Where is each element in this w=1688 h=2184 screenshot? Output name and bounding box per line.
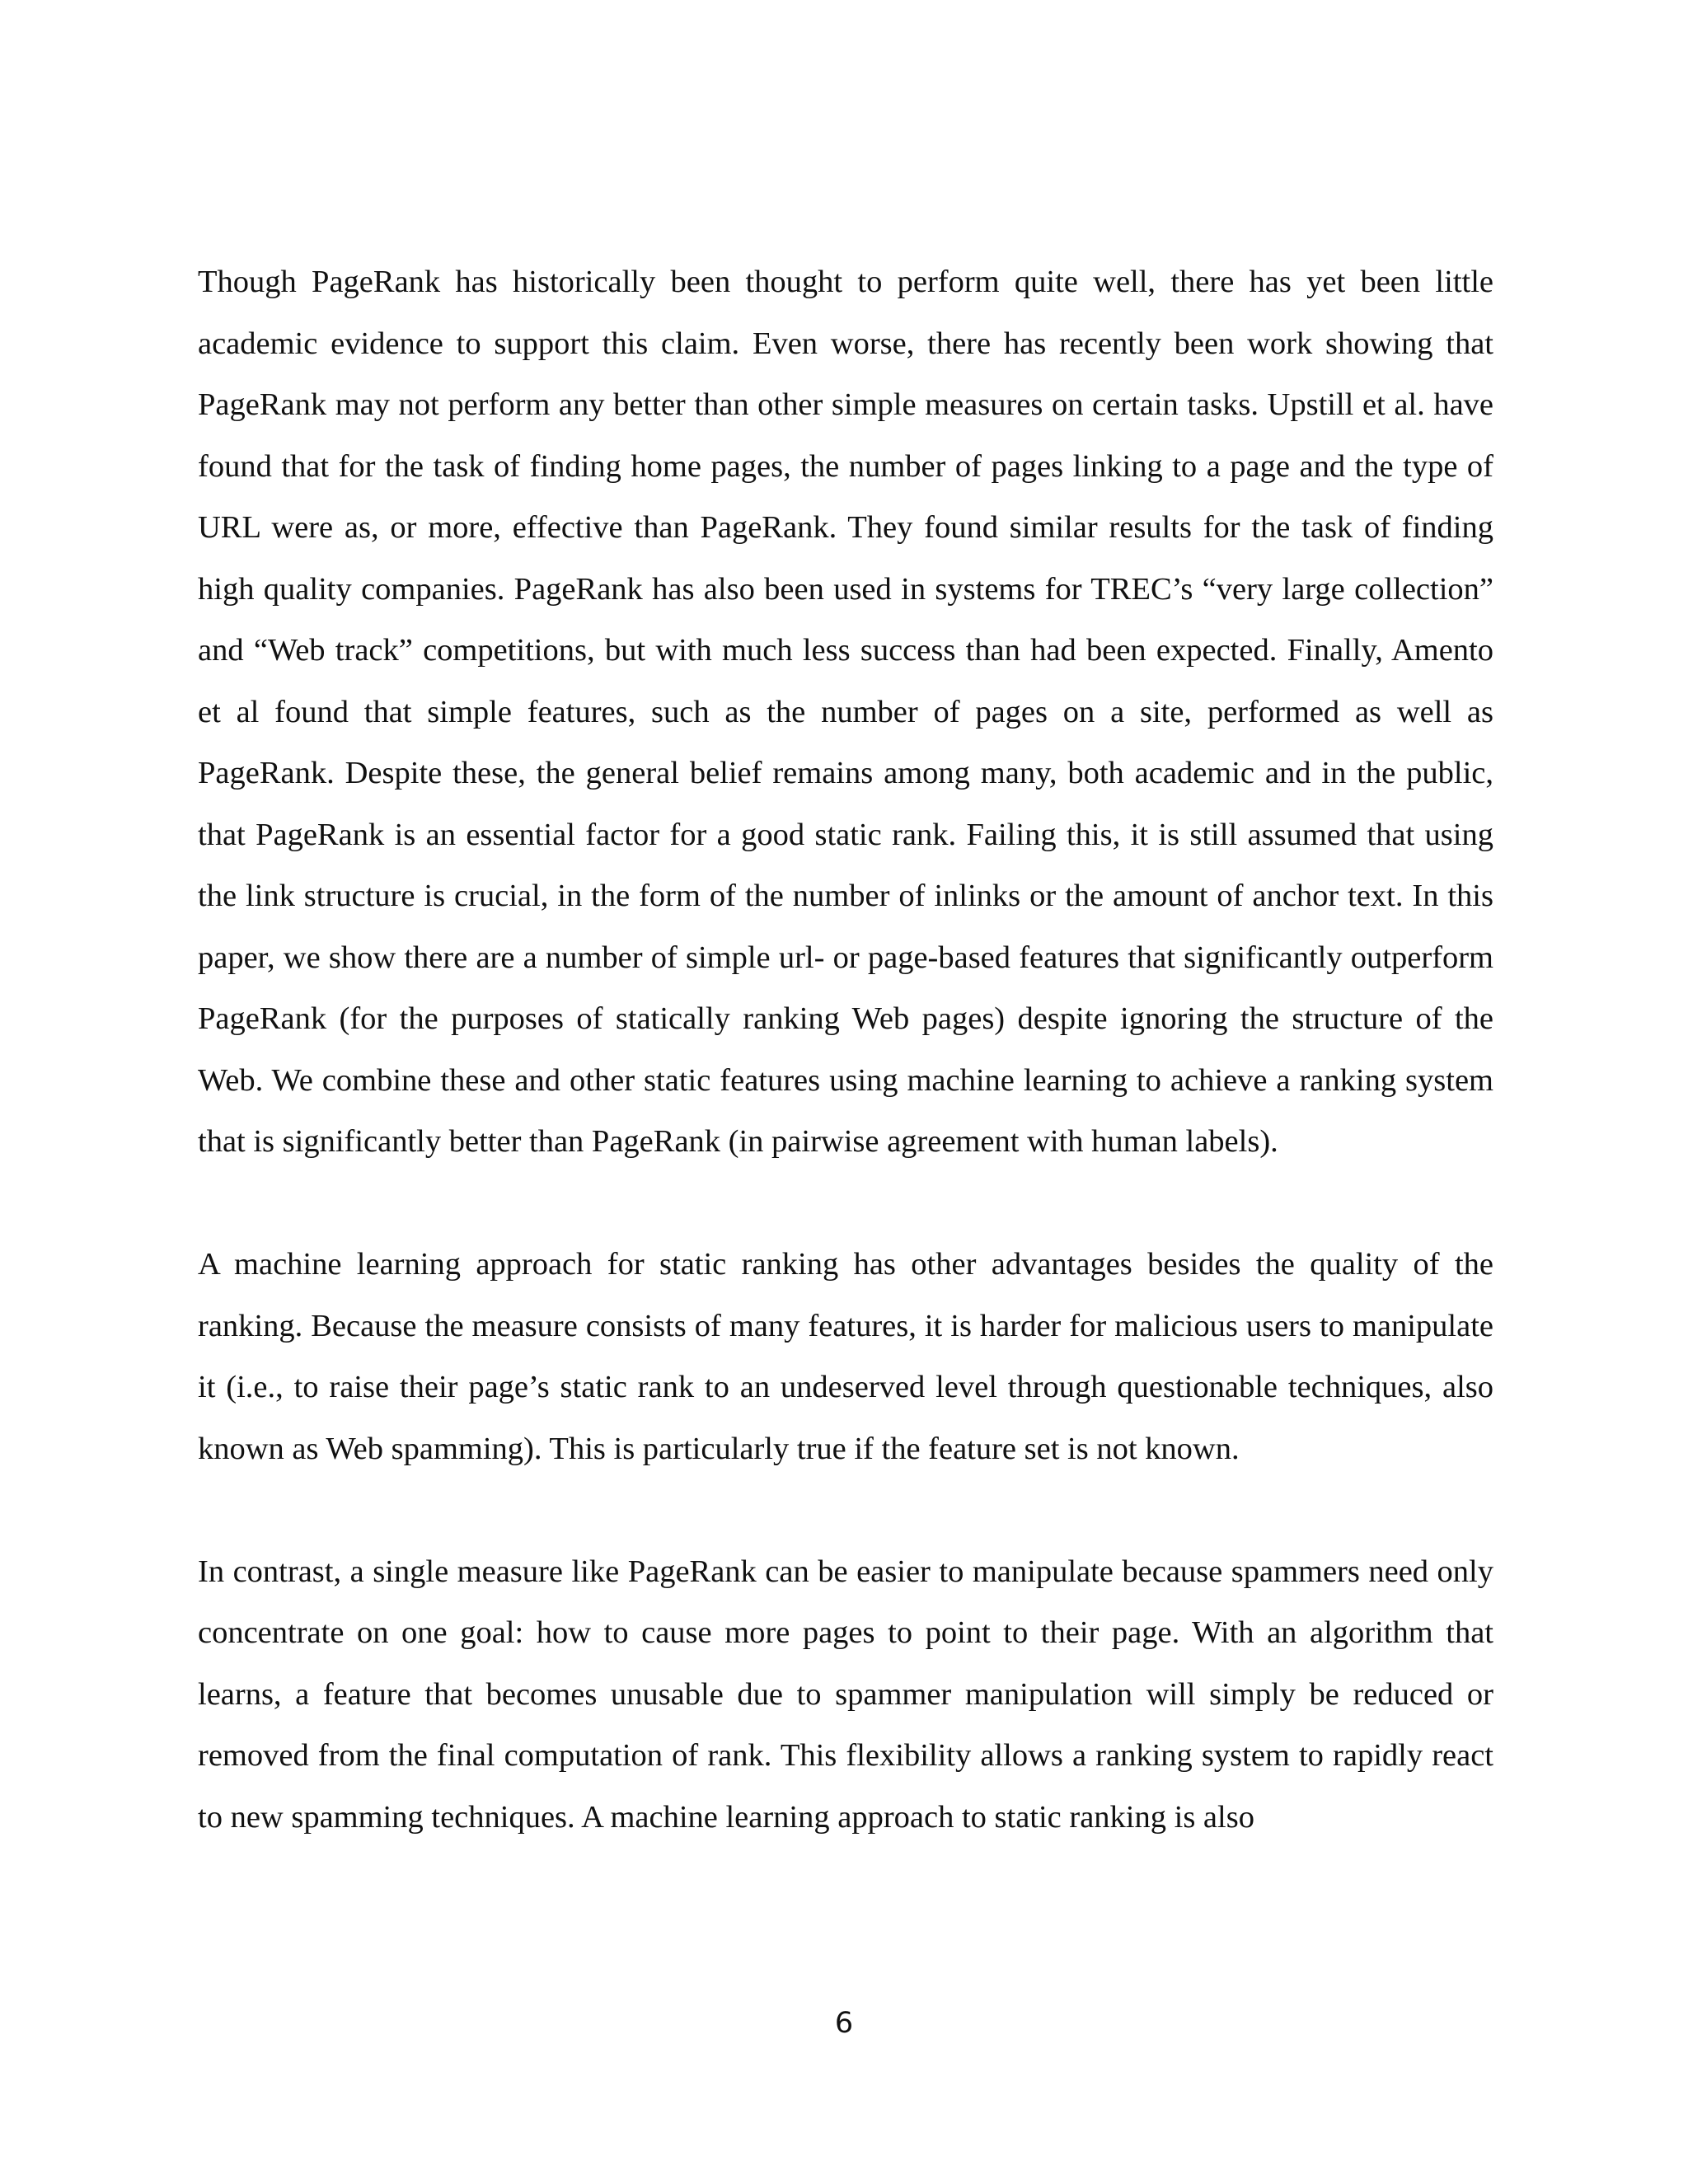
paragraph-pagerank-evidence: Though PageRank has historically been thought to perform quite well, there has yet been little academic evidence to support this claim. Even worse, there has recently been work showing that PageRank may not perform any better than other simple measures on certain tasks. Upstill et al. have found that for the task of finding home pages, the number of pages linking to a page and the type of URL were as, or more, effective than PageRank. They found similar results for the task of finding high quality companies. PageRank has also been used in systems for TREC’s “very large collection” and “Web track” competitions, but with much less success than had been expected. Finally, Amento et al found that simple features, such as the number of pages on a site, performed as well as PageRank. Despite these, the general belief remains among many, both academic and in the public, that PageRank is an essential factor for a good static rank. Failing this, it is still assumed that using the link structure is crucial, in the form of the number of inlinks or the amount of anchor text. In this paper, we show there are a number of simple url- or page-based features that significantly outperform PageRank (for the purposes of statically ranking Web pages) despite ignoring the structure of the Web. We combine these and other static features using machine learning to achieve a ranking system that is significantly better than PageRank (in pairwise agreement with human labels).	[198, 265, 1493, 1159]
paragraph-ml-advantages: A machine learning approach for static ranking has other advantages besides the quality of the ranking. Because the measure consists of many features, it is harder for malicious users to manipulate it (i.e., to raise their page’s static rank to an undeserved level through questionable techniques, also known as Web spamming). This is particularly true if the feature set is not known.	[198, 1247, 1493, 1466]
body-text	[198, 251, 1493, 1848]
page-number: 6	[834, 2007, 854, 2040]
paragraph-manipulation-contrast: In contrast, a single measure like PageRank can be easier to manipulate because spammers need only concentrate on one goal: how to cause more pages to point to their page. With an algorithm that learns, a feature that becomes unusable due to spammer manipulation will simply be reduced or removed from the final computation of rank. This flexibility allows a ranking system to rapidly react to new spamming techniques. A machine learning approach to static ranking is also	[198, 1554, 1493, 1835]
